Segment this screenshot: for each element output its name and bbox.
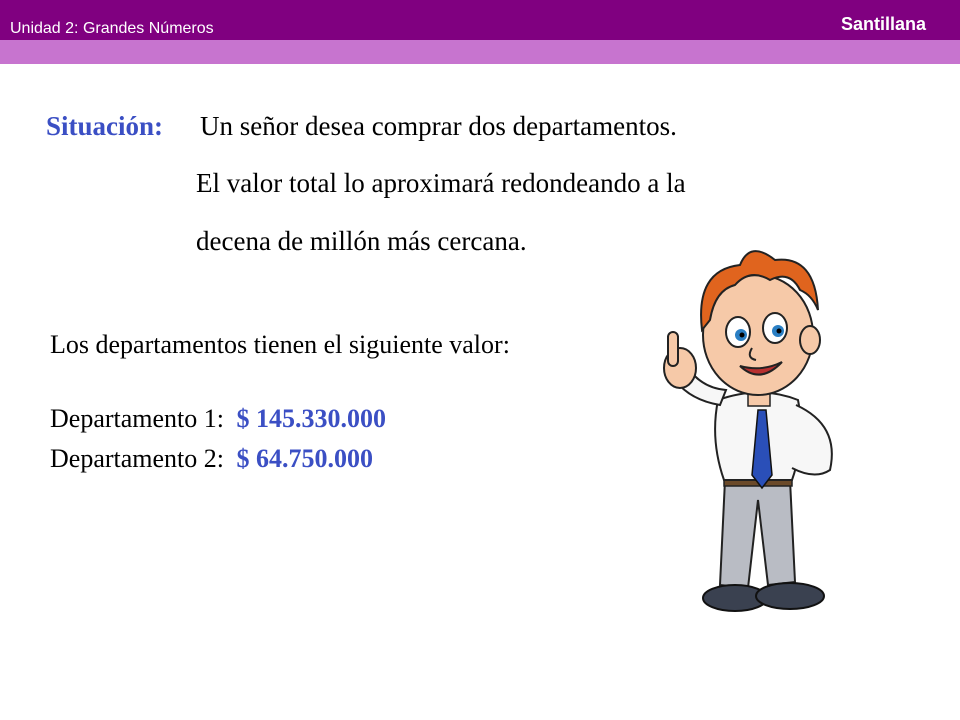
cartoon-boy-illustration xyxy=(640,240,870,630)
situation-line-3: decena de millón más cercana. xyxy=(196,226,527,256)
unit-title: Unidad 2: Grandes Números xyxy=(10,20,214,37)
header-strip xyxy=(0,40,960,64)
department-price: $ 64.750.000 xyxy=(236,444,373,473)
prices-intro: Los departamentos tienen el siguiente valor: xyxy=(50,330,510,359)
department-row xyxy=(50,404,386,434)
situation-line-2: El valor total lo aproximará redondeando a la xyxy=(196,168,686,198)
situation-line-1: Un señor desea comprar dos departamentos. xyxy=(200,111,677,141)
department-row xyxy=(50,444,373,474)
department-label: Departamento 1: xyxy=(50,404,224,433)
department-price: $ 145.330.000 xyxy=(236,404,386,433)
situation-label: Situación: xyxy=(46,111,164,141)
brand-label: Santillana xyxy=(840,14,926,34)
department-label: Departamento 2: xyxy=(50,444,224,473)
